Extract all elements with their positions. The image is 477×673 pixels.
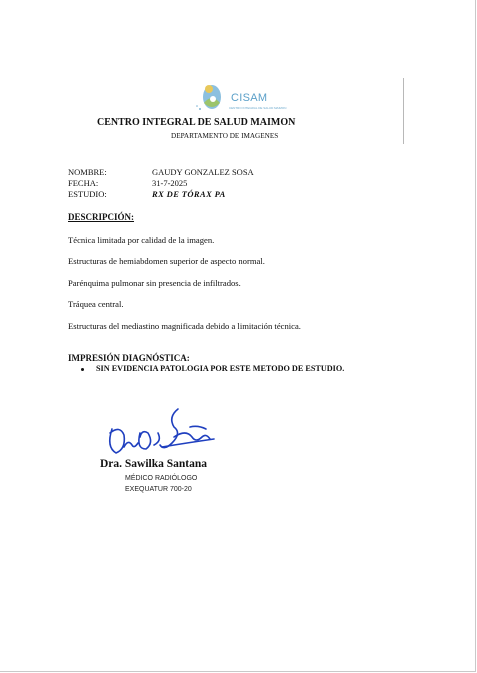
margin-guide-line: [403, 78, 404, 144]
description-heading: DESCRIPCIÓN:: [68, 212, 135, 222]
doctor-name: Dra. Sawilka Santana: [100, 458, 208, 470]
handwritten-signature: [102, 403, 220, 461]
date-label: FECHA:: [68, 178, 99, 188]
impression-item: SIN EVIDENCIA PATOLOGIA POR ESTE METODO DE ESTUDIO.: [96, 364, 345, 373]
impression-heading: IMPRESIÓN DIAGNÓSTICA:: [68, 353, 190, 363]
doctor-role: MÉDICO RADIÓLOGO: [125, 475, 198, 482]
doctor-exequatur: EXEQUATUR 700-20: [125, 486, 192, 493]
description-paragraph: Estructuras del mediastino magnificada debido a limitación técnica.: [68, 321, 301, 331]
date-value: 31-7-2025: [152, 178, 188, 188]
logo-text: CISAM: [231, 92, 268, 104]
center-title: CENTRO INTEGRAL DE SALUD MAIMON: [97, 117, 296, 128]
bullet-icon: [81, 368, 84, 371]
study-label: ESTUDIO:: [68, 189, 107, 199]
name-value: GAUDY GONZALEZ SOSA: [152, 167, 254, 177]
study-value: RX DE TÓRAX PA: [152, 189, 226, 199]
description-paragraph: Tráquea central.: [68, 299, 124, 309]
description-paragraph: Parénquima pulmonar sin presencia de infiltrados.: [68, 278, 241, 288]
description-paragraph: Técnica limitada por calidad de la imagen.: [68, 235, 215, 245]
description-paragraph: Estructuras de hemiabdomen superior de aspecto normal.: [68, 256, 265, 266]
department-title: DEPARTAMENTO DE IMAGENES: [171, 132, 279, 140]
logo-subtitle: CENTRO INTEGRAL DE SALUD MAIMON: [229, 106, 287, 110]
name-label: NOMBRE:: [68, 167, 107, 177]
